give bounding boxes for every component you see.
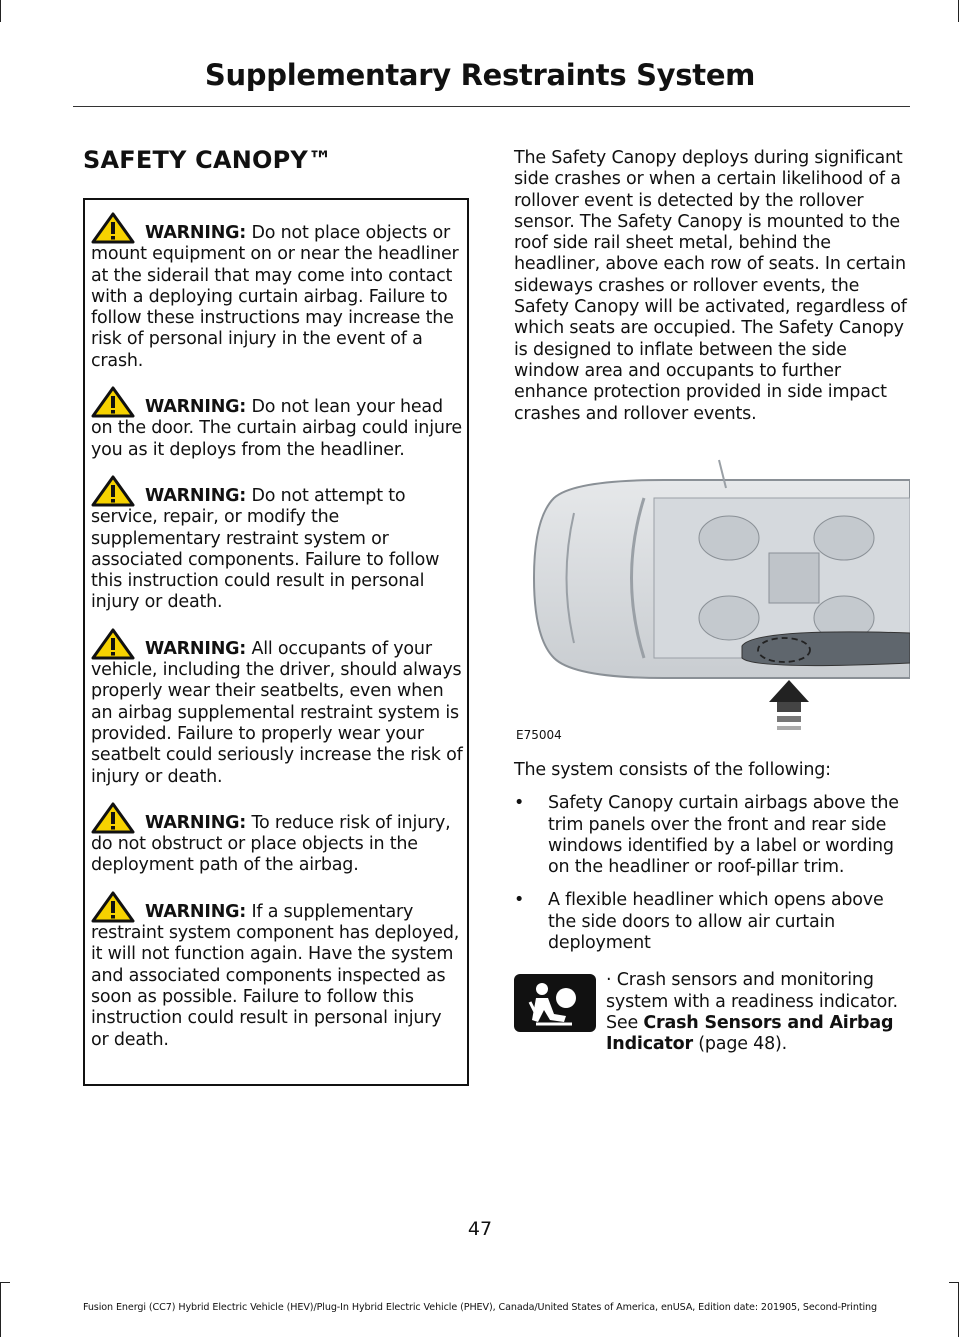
warning-triangle-icon <box>91 212 135 244</box>
sensors-paragraph <box>514 970 910 1055</box>
crop-mark <box>949 1282 959 1283</box>
warning-label: WARNING: <box>145 901 247 922</box>
warning-text: Do not lean your head on the door. The curtain airbag could injure you as it deploys from the headliner. <box>91 397 462 460</box>
safety-canopy-figure <box>514 458 910 746</box>
list-item-text: A flexible headliner which opens above the side doors to allow air curtain deployment <box>548 890 884 954</box>
warning-triangle-icon <box>91 386 135 418</box>
page-reference: (page 48). <box>692 1034 788 1055</box>
page-header-title: Supplementary Restraints System <box>204 58 756 92</box>
warning-label: WARNING: <box>145 485 247 506</box>
page-number: 47 <box>467 1218 493 1240</box>
warning-triangle-icon <box>91 802 135 834</box>
system-intro: The system consists of the following: <box>514 760 831 780</box>
warning-paragraph <box>91 212 463 372</box>
warning-paragraph <box>91 386 463 461</box>
crash-sensors-link[interactable]: Crash Sensors and Airbag Indicator <box>606 1012 894 1055</box>
components-list <box>514 793 910 954</box>
bullet-symbol: • <box>514 793 525 814</box>
page-footer: Fusion Energi (CC7) Hybrid Electric Vehicle (HEV)/Plug-In Hybrid Electric Vehicle (PHEV), Canada/United States of America, enUSA, Edition date: 201905, Second-Printing <box>82 1302 878 1313</box>
warning-text: Do not attempt to service, repair, or modify the supplementary restraint system or associated components. Failure to follow this instruction could result in personal injury or death. <box>91 485 440 613</box>
list-item <box>514 793 910 878</box>
warning-paragraph <box>91 475 463 614</box>
bullet-symbol: • <box>514 890 525 911</box>
airbag-indicator-icon <box>514 974 596 1032</box>
crop-mark <box>0 0 1 22</box>
warning-text: To reduce risk of injury, do not obstruct or place objects in the deployment path of the airbag. <box>91 812 451 876</box>
warning-triangle-icon <box>91 628 135 660</box>
warning-label: WARNING: <box>145 397 247 418</box>
intro-paragraph: The Safety Canopy deploys during significant side crashes or when a certain likelihood of a rollover event is detected by the rollover sensor. The Safety Canopy is mounted to the roof side rail sheet metal, behind the headliner, above each row of seats. In certain sideways crashes or rollover events, the Safety Canopy will be activated, regardless of which seats are occupied. The Safety Canopy is designed to inflate between the side window area and occupants to further enhance protection provided in side impact crashes and rollover events. <box>514 148 907 424</box>
figure-code: E75004 <box>516 728 562 742</box>
warning-text: All occupants of your vehicle, including the driver, should always properly wear their seatbelts, even when an airbag supplemental restraint system is provided. Failure to properly wear your seatbelt could seriously increase the risk of injury or death. <box>91 638 463 787</box>
warning-paragraph <box>91 802 463 877</box>
warning-triangle-icon <box>91 475 135 507</box>
intro-block <box>514 148 910 425</box>
system-block <box>514 760 910 1056</box>
crop-mark <box>0 1282 10 1283</box>
header-divider <box>73 106 910 107</box>
list-item <box>514 890 910 954</box>
warning-label: WARNING: <box>145 223 247 243</box>
warning-label: WARNING: <box>145 812 247 833</box>
section-title: SAFETY CANOPY™ <box>83 146 333 174</box>
warning-label: WARNING: <box>145 638 247 659</box>
warning-paragraph <box>91 891 463 1051</box>
warning-paragraph <box>91 628 463 788</box>
warning-text: If a supplementary restraint system component has deployed, it will not function again. Have the system and associated components inspected as soon as possible. Failure to follow this instruction could result in personal injury or death. <box>91 901 460 1050</box>
warning-text: Do not place objects or mount equipment on or near the headliner at the siderail that may come into contact with a deploying curtain airbag. Failure to follow these instructions may increase the risk of personal injury in the event of a crash. <box>91 223 459 371</box>
warning-triangle-icon <box>91 891 135 923</box>
warnings-box <box>83 198 469 1086</box>
crop-mark <box>958 0 959 22</box>
list-item-text: Safety Canopy curtain airbags above the trim panels over the front and rear side windows identified by a label or wording on the headliner or roof-pillar trim. <box>548 793 899 878</box>
vehicle-top-view-illustration <box>514 458 910 746</box>
sensors-text: · Crash sensors and monitoring system with a readiness indicator. See <box>606 970 898 1033</box>
